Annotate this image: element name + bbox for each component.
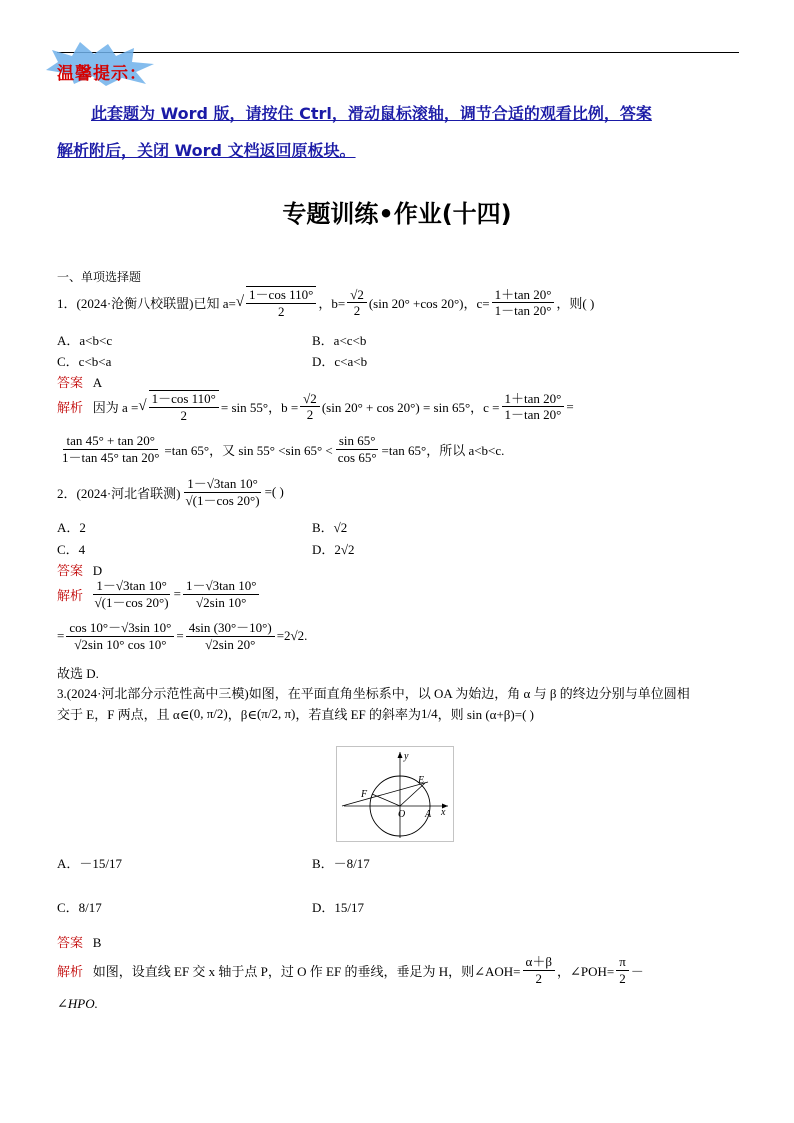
svg-text:E: E (418, 775, 425, 786)
q1-option-b: B．a<c<b (312, 333, 367, 348)
notice-line-2: 解析附后，关闭 Word 文档返回原板块。 (57, 141, 356, 160)
q2-option-b: B．√2 (312, 520, 348, 535)
q2-option-a: A．2 (57, 520, 86, 535)
svg-text:F: F (361, 789, 368, 800)
q3-option-d: D．15/17 (312, 900, 365, 915)
q3-option-b: B．－8/17 (312, 856, 370, 871)
q1-option-c: C．c<b<a (57, 354, 112, 369)
notice-label: 温馨提示： (57, 64, 147, 84)
question-1-stem: 1．(2024·沧衡八校联盟)已知 a= √ $\frac{1-\cos 110^\circ}{2}$ ，b= $\frac{√2}{2}$ (sin 20° +cos 20°)，c= $\frac{1+\tan 20^\circ}{1-\tan 20^\circ}$ ，则( ) (57, 286, 595, 319)
q3-option-a: A．－15/17 (57, 856, 123, 871)
svg-text:x: x (441, 807, 446, 818)
q1-option-a: A．a<b<c (57, 333, 113, 348)
svg-text:A: A (425, 809, 432, 820)
svg-text:O: O (398, 809, 406, 820)
q1-analysis-line-1: 解析 因为 a = √ $\frac{1-\cos 110^\circ}{2}$ = sin 55°，b = $\frac{√2}{2}$ (sin 20° + cos 20°) = sin 65°，c = $\frac{1+\tan 20^\circ}{1-\tan 20^\circ}$ = (57, 390, 574, 423)
q1-option-d: D．c<a<b (312, 354, 368, 369)
q3-answer: 答案 B (57, 935, 102, 951)
q2-analysis-line-2: = $\frac{\cos 10^\circ-√3\sin 10^\circ}{√2\sin 10^\circ \cos 10^\circ}$ = $\frac{4\sin (30^\circ-10^\circ)}{√2\sin 20^\circ}$ =2√2. (57, 620, 308, 652)
q3-option-c: C．8/17 (57, 900, 102, 915)
question-3-line-1: 3.(2024·河北部分示范性高中三模)如图，在平面直角坐标系中，以 OA 为始边，角 α 与 β 的终边分别与单位圆相 (57, 686, 690, 701)
q1-answer: 答案 A (57, 375, 103, 391)
q2-conclusion: 故选 D. (57, 666, 99, 681)
q2-option-c: C．4 (57, 542, 86, 557)
q3-analysis-line-2: ∠HPO. (57, 996, 98, 1011)
q1-analysis-line-2: $\frac{\tan 45^\circ + \tan 20^\circ}{1-\tan 45^\circ \tan 20^\circ}$ =tan 65°，又 sin 55° <sin 65° < $\frac{\sin 65^\circ}{\cos 65^\circ}$ =tan 65°，所以 a<b<c. (62, 433, 505, 465)
question-2-stem: 2．(2024·河北省联测) $\frac{1-√3\tan 10^\circ}{√(1-\cos 20^\circ)}$ =( ) (57, 476, 284, 508)
unit-circle-figure (336, 746, 454, 842)
q3-analysis-line-1: 解析 如图，设直线 EF 交 x 轴于点 P，过 O 作 EF 的垂线，垂足为 H，则∠AOH= $\frac{\alpha+\beta}{2}$ ，∠POH= $\frac{\pi}{2}$ － (57, 954, 644, 986)
section-heading: 一、单项选择题 (57, 270, 142, 284)
q2-option-d: D．2√2 (312, 542, 355, 557)
question-3-line-2: 交于 E，F 两点，且 α∈ (0, π/2) ，β∈ (π/2, π) ，若直线 EF 的斜率为 1/4 ，则 sin (α+β)=( ) (57, 705, 534, 722)
document-title: 专题训练•作业(十四) (282, 200, 512, 228)
svg-text:y: y (404, 751, 409, 762)
q2-answer: 答案 D (57, 563, 103, 579)
notice-line-1: 此套题为 Word 版，请按住 Ctrl，滑动鼠标滚轴，调节合适的观看比例，答案 (91, 104, 652, 123)
q2-analysis-line-1: 解析 $\frac{1-√3\tan 10^\circ}{√(1-\cos 20^\circ)}$ = $\frac{1-√3\tan 10^\circ}{√2\sin 10^\circ}$ (57, 578, 261, 610)
